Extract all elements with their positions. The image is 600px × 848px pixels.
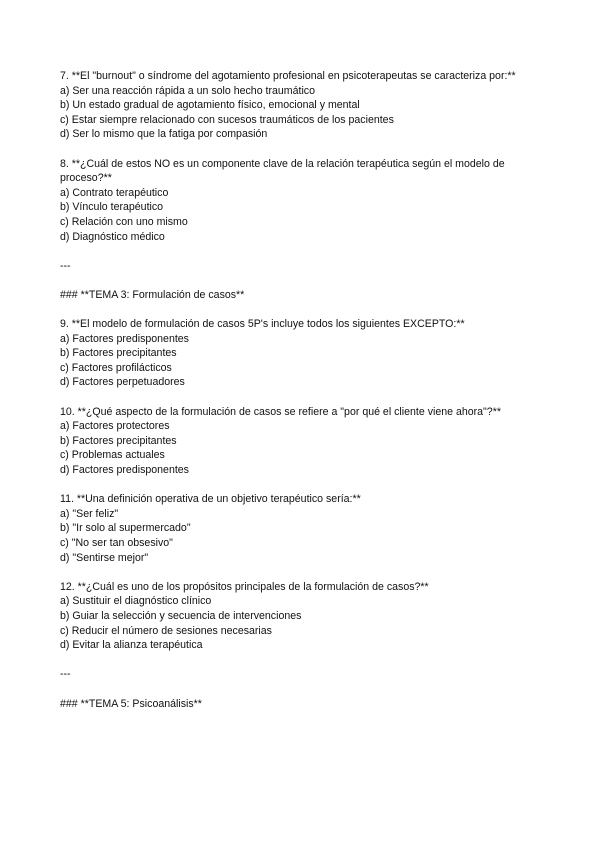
answer-option: c) "No ser tan obsesivo": [60, 537, 173, 549]
answer-option: a) Ser una reacción rápida a un solo hecho traumático: [60, 84, 315, 97]
answer-option: d) "Sentirse mejor": [60, 551, 149, 564]
question-prompt: 7. **El "burnout" o síndrome del agotamiento profesional en psicoterapeutas se caracteriza por:**: [60, 70, 516, 82]
question-prompt: 8. **¿Cuál de estos NO es un componente clave de la relación terapéutica según el modelo de proceso?**: [60, 157, 505, 185]
question-9: [60, 317, 540, 390]
question-prompt: 12. **¿Cuál es uno de los propósitos principales de la formulación de casos?**: [60, 580, 429, 593]
question-11: [60, 492, 540, 565]
answer-option: b) "Ir solo al supermercado": [60, 522, 191, 535]
question-prompt: 11. **Una definición operativa de un objetivo terapéutico sería:**: [60, 493, 361, 506]
answer-option: b) Guiar la selección y secuencia de intervenciones: [60, 609, 302, 622]
question-prompt: 9. **El modelo de formulación de casos 5P's incluye todos los siguientes EXCEPTO:**: [60, 318, 465, 331]
answer-option: d) Factores predisponentes: [60, 464, 189, 477]
answer-option: a) Sustituir el diagnóstico clínico: [60, 595, 212, 608]
question-10: [60, 405, 540, 478]
answer-option: b) Vínculo terapéutico: [60, 201, 164, 214]
answer-option: b) Factores precipitantes: [60, 434, 177, 447]
answer-option: c) Relación con uno mismo: [60, 215, 188, 228]
answer-option: a) Factores predisponentes: [60, 332, 189, 345]
question-prompt: 10. **¿Qué aspecto de la formulación de casos se refiere a "por qué el cliente viene ahora"?**: [60, 405, 501, 418]
document-content: [60, 69, 540, 711]
answer-option: a) Contrato terapéutico: [60, 186, 169, 199]
separator: ---: [60, 259, 71, 272]
answer-option: d) Factores perpetuadores: [60, 376, 185, 389]
answer-option: b) Un estado gradual de agotamiento físico, emocional y mental: [60, 99, 360, 112]
answer-option: b) Factores precipitantes: [60, 347, 177, 360]
answer-option: d) Diagnóstico médico: [60, 230, 165, 243]
answer-option: d) Ser lo mismo que la fatiga por compasión: [60, 128, 268, 141]
section-heading-tema-5: ### **TEMA 5: Psicoanálisis**: [60, 697, 202, 710]
question-8: [60, 157, 540, 245]
answer-option: c) Reducir el número de sesiones necesarias: [60, 624, 272, 637]
answer-option: c) Factores profilácticos: [60, 361, 172, 374]
question-12: [60, 580, 540, 653]
section-heading-tema-3: ### **TEMA 3: Formulación de casos**: [60, 288, 245, 301]
answer-option: a) "Ser feliz": [60, 507, 119, 520]
question-7: [60, 69, 540, 142]
answer-option: d) Evitar la alianza terapéutica: [60, 639, 203, 652]
answer-option: c) Problemas actuales: [60, 449, 165, 462]
separator: ---: [60, 668, 71, 681]
answer-option: a) Factores protectores: [60, 420, 170, 433]
answer-option: c) Estar siempre relacionado con sucesos traumáticos de los pacientes: [60, 113, 394, 126]
